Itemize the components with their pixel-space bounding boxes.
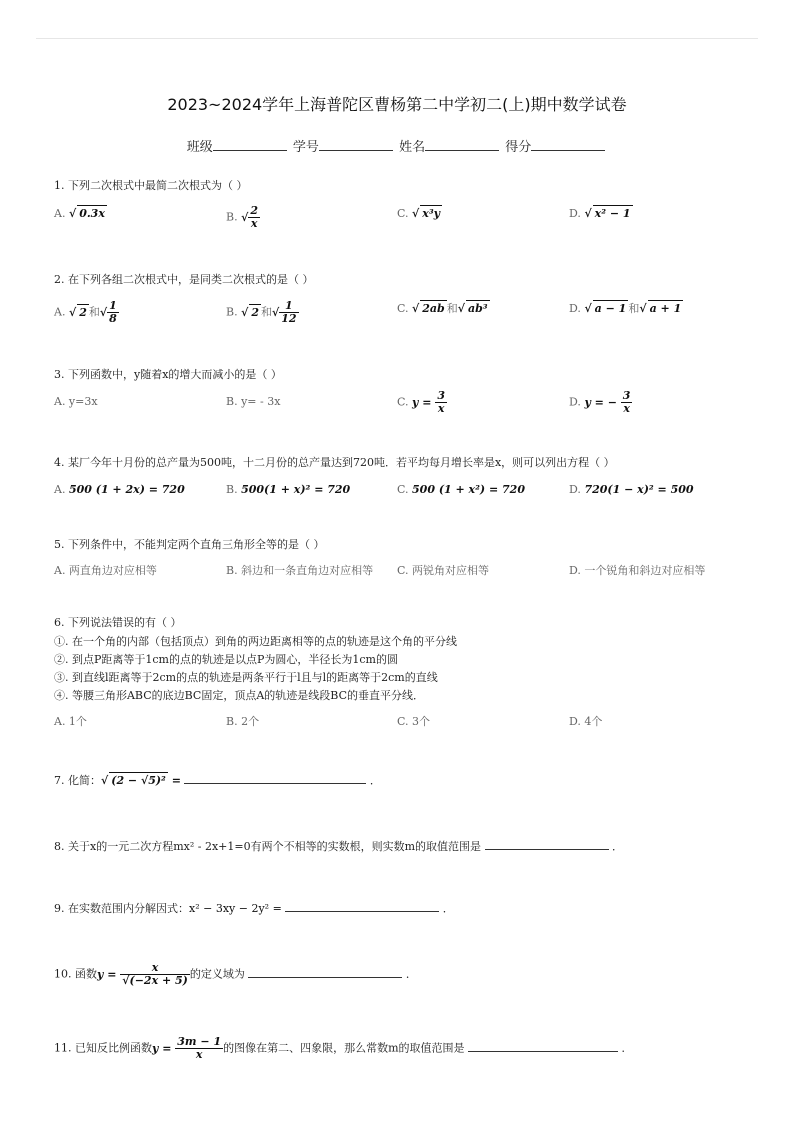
q2-option-c[interactable]: C. √ 2ab 和√ ab³ (397, 302, 488, 315)
q11-answer-blank[interactable] (468, 1040, 618, 1052)
q6-statement-3: ③. 到直线l距离等于2cm的点的轨迹是两条平行于l且与l的距离等于2cm的直线 (54, 671, 438, 684)
q9-answer-blank[interactable] (285, 900, 439, 912)
q4-option-b[interactable]: B. 500(1 + x)² = 720 (226, 483, 351, 496)
question-11: 11. 已知反比例函数y = $\frac{3m - 1}{x}$ 的图像在第二、四象限，那么常数m的取值范围是 ． (54, 1035, 633, 1061)
q7-answer-blank[interactable] (184, 772, 366, 784)
q3-option-c[interactable]: C. y = $\frac{3}{x}$ (397, 389, 445, 415)
q10-answer-blank[interactable] (248, 966, 402, 978)
question-3-stem: 3. 下列函数中，y随着x的增大而减小的是（ ） (54, 368, 282, 381)
q6-statement-1: ①. 在一个角的内部（包括顶点）到角的两边距离相等的点的轨迹是这个角的平分线 (54, 635, 457, 648)
q3-option-d[interactable]: D. y = − $\frac{3}{x}$ (569, 389, 631, 415)
q5-option-a[interactable]: A. 两直角边对应相等 (54, 564, 157, 577)
q6-statement-2: ②. 到点P距离等于1cm的点的轨迹是以点P为圆心，半径长为1cm的圆 (54, 653, 398, 666)
question-10: 10. 函数y = $\frac{x}{√(-2x + 5)}$ 的定义域为 ． (54, 961, 417, 987)
question-6-stem: 6. 下列说法错误的有（ ） (54, 616, 182, 629)
q4-option-a[interactable]: A. 500 (1 + 2x) = 720 (54, 483, 185, 496)
question-9: 9. 在实数范围内分解因式：x² − 3xy − 2y² = ． (54, 902, 454, 915)
question-7: 7. 化简：√ (2 − √5)² = ． (54, 774, 381, 787)
question-5-stem: 5. 下列条件中，不能判定两个直角三角形全等的是（ ） (54, 538, 325, 551)
q1-option-c[interactable]: C. √ x³y (397, 207, 441, 220)
score-label: 得分 (505, 140, 532, 155)
q8-answer-blank[interactable] (485, 838, 609, 850)
q1-option-d[interactable]: D. √ x² − 1 (569, 207, 631, 220)
q1-option-b[interactable]: B. √ $\frac{2}{x}$ (226, 204, 258, 230)
q6-statement-4: ④. 等腰三角形ABC的底边BC固定，顶点A的轨迹是线段BC的垂直平分线． (54, 689, 424, 702)
q2-option-d[interactable]: D. √ a − 1 和√ a + 1 (569, 302, 682, 315)
header-rule (36, 38, 758, 39)
class-label: 班级 (186, 140, 213, 155)
q4-option-d[interactable]: D. 720(1 − x)² = 500 (569, 483, 694, 496)
id-label: 学号 (292, 140, 319, 155)
q4-option-c[interactable]: C. 500 (1 + x²) = 720 (397, 483, 525, 496)
q1-option-a[interactable]: A. √ 0.3x (54, 207, 105, 220)
question-8: 8. 关于x的一元二次方程mx² - 2x+1=0有两个不相等的实数根，则实数m的取值范围是 ． (54, 840, 624, 853)
q6-option-b[interactable]: B. 2个 (226, 715, 260, 728)
question-2-stem: 2. 在下列各组二次根式中，是同类二次根式的是（ ） (54, 273, 314, 286)
q3-option-b[interactable]: B. y= - 3x (226, 395, 281, 408)
q6-option-d[interactable]: D. 4个 (569, 715, 603, 728)
name-blank[interactable] (425, 138, 499, 151)
class-blank[interactable] (213, 138, 287, 151)
q2-option-b[interactable]: B. √ 2 和√ $\frac{1}{12}$ (226, 299, 297, 325)
question-4-stem: 4. 某厂今年十月份的总产量为500吨，十二月份的总产量达到720吨．若平均每月增长率是x，则可以列出方程（ ） (54, 456, 615, 469)
name-label: 姓名 (399, 140, 426, 155)
student-info-row (0, 136, 794, 155)
q6-option-a[interactable]: A. 1个 (54, 715, 87, 728)
page-title: 2023~2024学年上海普陀区曹杨第二中学初二(上)期中数学试卷 (167, 95, 627, 114)
score-blank[interactable] (531, 138, 605, 151)
id-blank[interactable] (319, 138, 393, 151)
question-1-stem: 1. 下列二次根式中最简二次根式为（ ） (54, 179, 248, 192)
q5-option-c[interactable]: C. 两锐角对应相等 (397, 564, 490, 577)
q6-option-c[interactable]: C. 3个 (397, 715, 431, 728)
q3-option-a[interactable]: A. y=3x (54, 395, 98, 408)
q5-option-d[interactable]: D. 一个锐角和斜边对应相等 (569, 564, 706, 577)
q2-option-a[interactable]: A. √ 2 和√ $\frac{1}{8}$ (54, 299, 117, 325)
q5-option-b[interactable]: B. 斜边和一条直角边对应相等 (226, 564, 374, 577)
